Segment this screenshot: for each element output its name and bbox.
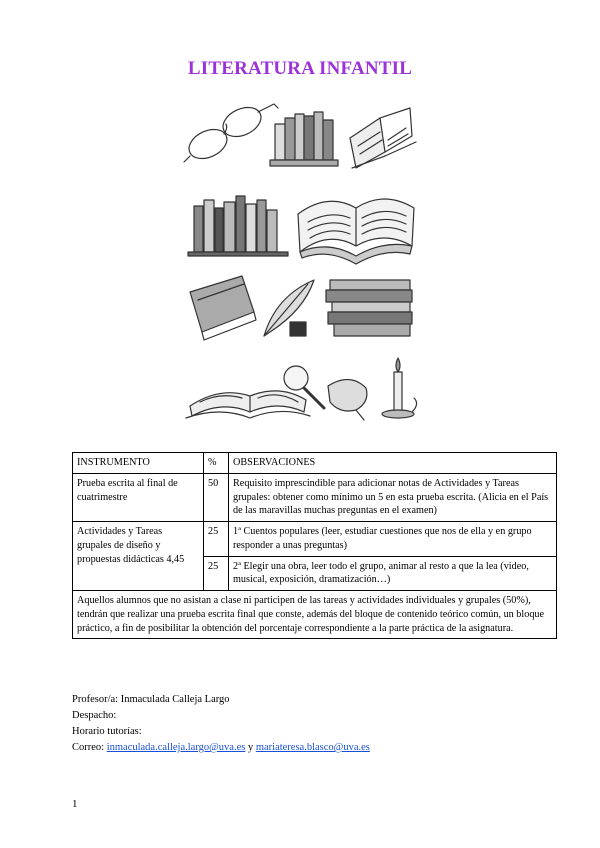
evaluation-table [72, 452, 557, 639]
cell-observations: 1ª Cuentos populares (leer, estudiar cuestiones que nos de ella y en grupo responder a unas preguntas) [229, 522, 557, 557]
email-line [72, 740, 370, 756]
table-row [73, 522, 557, 557]
open-book-icon [350, 108, 416, 168]
cell-observations: Requisito imprescindible para adicionar notas de Actividades y Tareas grupales: obtener como mínimo un 5 en esta prueba escrita. (Alicia en el País de las maravillas muchas preguntas en el examen) [229, 473, 557, 521]
tutoring-line: Horario tutorías: [72, 726, 142, 737]
stacked-books-icon [326, 280, 412, 336]
cell-instrument: Prueba escrita al final de cuatrimestre [73, 473, 204, 521]
email-link-1[interactable]: inmaculada.calleja.largo@uva.es [106, 742, 246, 753]
open-book-flat-icon [186, 391, 310, 418]
quill-inkwell-icon [264, 280, 314, 336]
professor-line: Profesor/a: Inmaculada Calleja Largo [72, 694, 230, 705]
email-link-2[interactable]: mariateresa.blasco@uva.es [255, 742, 370, 753]
header-observations: OBSERVACIONES [229, 453, 557, 474]
cell-observations: 2ª Elegir una obra, leer todo el grupo, animar al resto a que la lea (video, musical, exposición, dramatización…) [229, 556, 557, 591]
table-header-row [73, 453, 557, 474]
header-instrument: INSTRUMENTO [73, 453, 204, 474]
table-note-row [73, 591, 557, 639]
email-joiner: y [245, 742, 256, 753]
email-label: Correo: [72, 742, 107, 753]
contact-info [72, 692, 370, 756]
cell-percent: 50 [204, 473, 229, 521]
large-open-book-icon [298, 199, 414, 264]
document-title: LITERATURA INFANTIL [187, 58, 413, 79]
cell-percent: 25 [204, 522, 229, 557]
glasses-icon [184, 102, 278, 164]
office-line: Despacho: [72, 710, 117, 721]
page-number: 1 [72, 798, 78, 810]
cell-percent: 25 [204, 556, 229, 591]
header-percent: % [204, 453, 229, 474]
table-row [73, 473, 557, 521]
bookshelf-icon [188, 196, 288, 256]
books-illustration [180, 96, 420, 432]
book-stack-icon [270, 112, 338, 166]
cell-instrument: Actividades y Tareas grupales de diseño y propuestas didácticas 4,45 [73, 522, 204, 591]
table-note: Aquellos alumnos que no asistan a clase ni participen de las tareas y actividades individuales y grupales (50%), tendrán que realizar una prueba escrita final que conste, además del bloque de contenido teórico común, un bloque práctico, a fin de posibilitar la obtención del porcentaje correspondiente a la parte práctica de la asignatura. [73, 591, 557, 639]
writing-hand-icon [328, 379, 367, 420]
candle-icon [382, 358, 417, 418]
closed-book-icon [190, 276, 256, 340]
